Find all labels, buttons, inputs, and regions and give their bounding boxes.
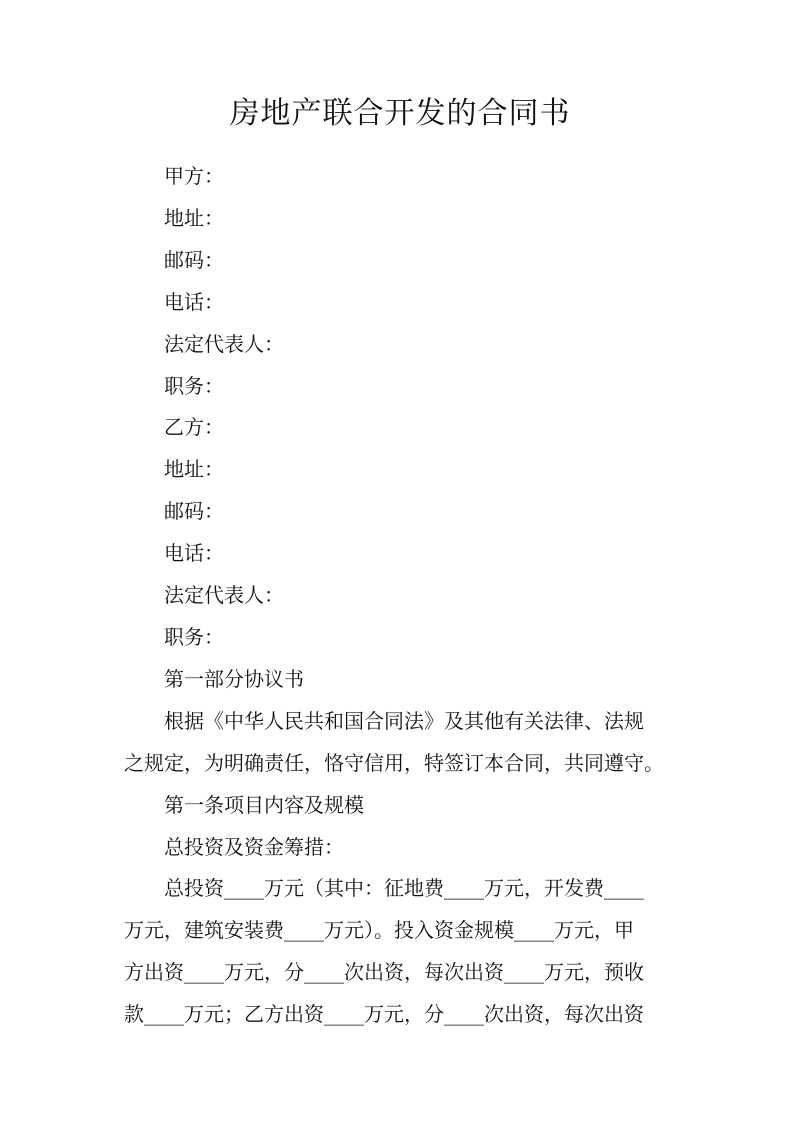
party-a-postcode: 邮码： <box>164 247 224 272</box>
party-b-legal-rep: 法定代表人： <box>164 583 284 608</box>
party-a-legal-rep: 法定代表人： <box>164 331 284 356</box>
investment-text-line: 总投资____万元（其中：征地费____万元，开发费____ <box>164 876 644 901</box>
party-a-address: 地址： <box>164 205 224 230</box>
party-a-label: 甲方： <box>164 164 224 188</box>
document-title: 房地产联合开发的合同书 <box>229 96 571 131</box>
article-one-heading: 第一条项目内容及规模 <box>164 792 364 817</box>
party-b-phone: 电话： <box>164 541 224 566</box>
party-b-postcode: 邮码： <box>164 499 224 524</box>
investment-text-line: 方出资____万元，分____次出资，每次出资____万元，预收 <box>124 960 644 985</box>
party-a-position: 职务： <box>164 373 224 398</box>
party-b-label: 乙方： <box>164 415 224 440</box>
party-b-position: 职务： <box>164 624 224 649</box>
party-b-address: 地址： <box>164 457 224 482</box>
preamble-line: 根据《中华人民共和国合同法》及其他有关法律、法规 <box>164 708 644 733</box>
document-body <box>124 156 686 1036</box>
part-one-heading: 第一部分协议书 <box>164 666 304 691</box>
investment-heading: 总投资及资金筹措： <box>164 834 344 859</box>
investment-text-line: 万元，建筑安装费____万元）。投入资金规模____万元，甲 <box>124 918 634 943</box>
preamble-line: 之规定，为明确责任，恪守信用，特签订本合同，共同遵守。 <box>124 750 664 775</box>
party-a-phone: 电话： <box>164 289 224 314</box>
investment-text-line: 款____万元；乙方出资____万元，分____次出资，每次出资 <box>124 1002 644 1027</box>
